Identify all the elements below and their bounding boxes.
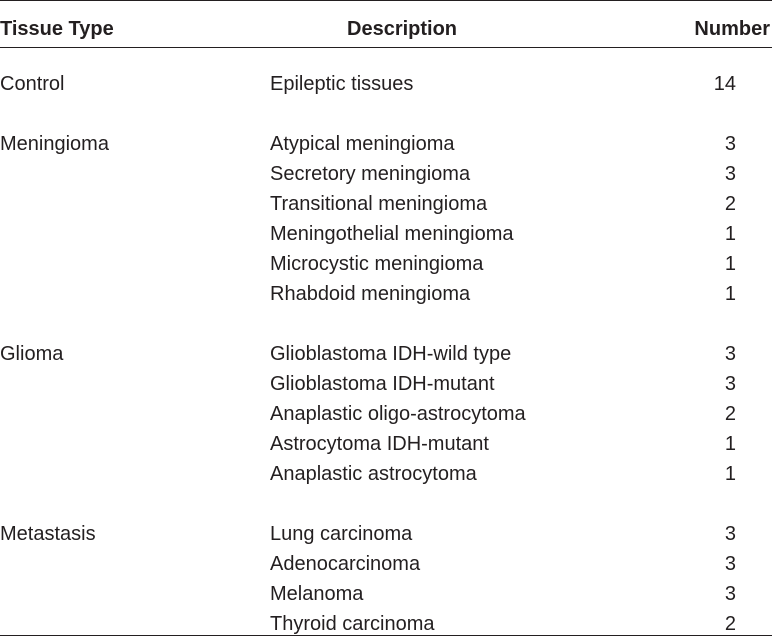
header-description: Description [347, 18, 458, 40]
header-rule [0, 47, 772, 48]
description-cell: Rhabdoid meningioma [270, 283, 471, 305]
header-number: Number [694, 18, 770, 40]
tissue-type-metastasis: Metastasis [0, 523, 96, 545]
number-cell: 1 [724, 223, 736, 245]
number-cell: 3 [724, 583, 736, 605]
description-cell: Thyroid carcinoma [270, 613, 435, 635]
description-cell: Meningothelial meningioma [270, 223, 514, 245]
description-cell: Lung carcinoma [270, 523, 413, 545]
description-cell: Secretory meningioma [270, 163, 471, 185]
number-cell: 2 [724, 613, 736, 635]
table-top-rule [0, 0, 772, 1]
description-cell: Transitional meningioma [270, 193, 488, 215]
description-cell: Anaplastic oligo-astrocytoma [270, 403, 526, 425]
description-cell: Glioblastoma IDH-wild type [270, 343, 512, 365]
number-cell: 3 [724, 523, 736, 545]
number-cell: 3 [724, 163, 736, 185]
description-cell: Anaplastic astrocytoma [270, 463, 477, 485]
tissue-type-meningioma: Meningioma [0, 133, 109, 155]
number-cell: 3 [724, 553, 736, 575]
description-cell: Adenocarcinoma [270, 553, 421, 575]
number-cell: 1 [724, 463, 736, 485]
description-cell: Epileptic tissues [270, 73, 414, 95]
number-cell: 1 [724, 253, 736, 275]
number-cell: 1 [724, 433, 736, 455]
number-cell: 14 [713, 73, 736, 95]
description-cell: Microcystic meningioma [270, 253, 484, 275]
number-cell: 2 [724, 193, 736, 215]
number-cell: 3 [724, 133, 736, 155]
description-cell: Glioblastoma IDH-mutant [270, 373, 495, 395]
number-cell: 2 [724, 403, 736, 425]
header-tissue-type: Tissue Type [0, 18, 114, 40]
description-cell: Melanoma [270, 583, 364, 605]
tissue-type-glioma: Glioma [0, 343, 64, 365]
tissue-type-control: Control [0, 73, 65, 95]
number-cell: 3 [724, 343, 736, 365]
description-cell: Atypical meningioma [270, 133, 455, 155]
description-cell: Astrocytoma IDH-mutant [270, 433, 489, 455]
number-cell: 1 [724, 283, 736, 305]
number-cell: 3 [724, 373, 736, 395]
